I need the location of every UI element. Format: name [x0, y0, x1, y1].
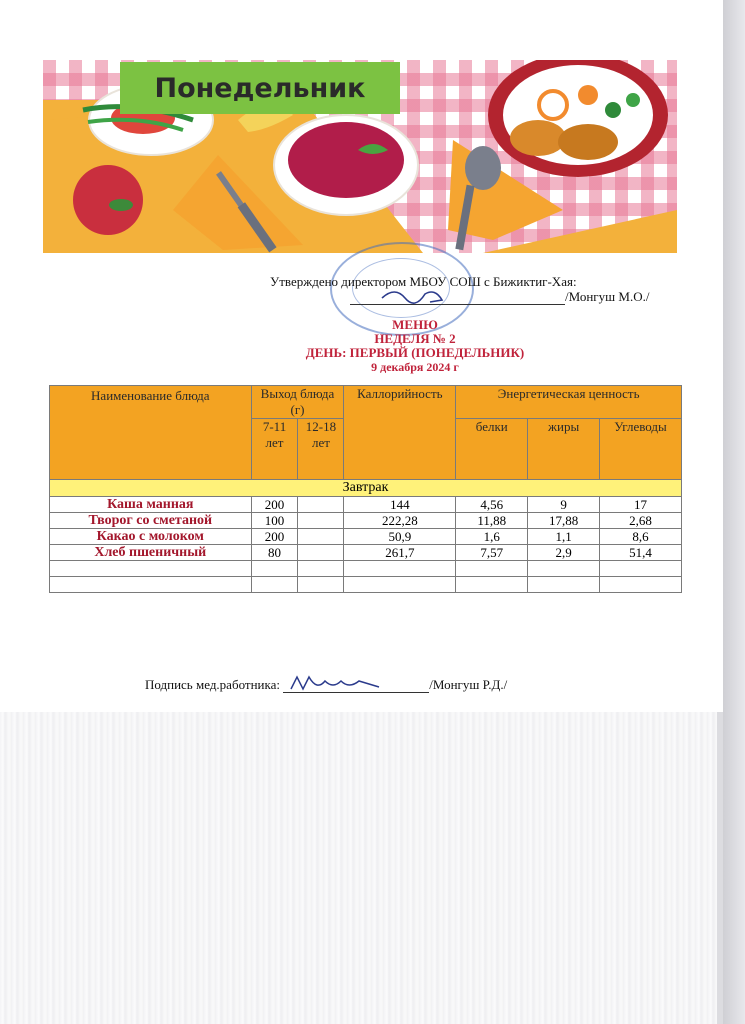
- yield-7-11: 200: [251, 529, 298, 545]
- section-row: [50, 480, 682, 497]
- empty-cell: [298, 577, 344, 593]
- header-age-7-11: 7-11 лет: [251, 419, 298, 480]
- protein: 11,88: [456, 513, 528, 529]
- empty-row: [50, 577, 682, 593]
- yield-7-11: 100: [251, 513, 298, 529]
- menu-heading: МЕНЮ: [392, 317, 438, 332]
- carbs: 17: [600, 497, 682, 513]
- director-signature-line: [350, 289, 649, 305]
- calories: 222,28: [344, 513, 456, 529]
- yield-12-18: [298, 545, 344, 561]
- medical-worker-name: /Монгуш Р.Д./: [429, 677, 508, 692]
- header-energy: Энергетическая ценность: [456, 386, 682, 419]
- protein: 4,56: [456, 497, 528, 513]
- empty-cell: [50, 577, 252, 593]
- carbs: 51,4: [600, 545, 682, 561]
- empty-cell: [344, 561, 456, 577]
- calories: 261,7: [344, 545, 456, 561]
- empty-cell: [50, 561, 252, 577]
- fat: 9: [528, 497, 600, 513]
- menu-rows: [50, 497, 682, 593]
- scan-edge: [723, 0, 745, 1024]
- dish-name: Хлеб пшеничный: [50, 545, 252, 561]
- empty-cell: [528, 577, 600, 593]
- empty-cell: [298, 561, 344, 577]
- header-calories-label: Каллорийность: [357, 386, 443, 401]
- table-row: [50, 545, 682, 561]
- table-row: [50, 513, 682, 529]
- day-title-plate: [120, 62, 400, 114]
- director-signature: [350, 292, 565, 305]
- medical-signature-line: [145, 677, 507, 693]
- dish-name: Творог со сметаной: [50, 513, 252, 529]
- header-dish: Наименование блюда: [50, 386, 252, 480]
- protein: 1,6: [456, 529, 528, 545]
- yield-7-11: 80: [251, 545, 298, 561]
- yield-12-18: [298, 513, 344, 529]
- yield-12-18: [298, 497, 344, 513]
- carbs: 8,6: [600, 529, 682, 545]
- table-row: [50, 529, 682, 545]
- menu-banner: [43, 60, 677, 253]
- empty-cell: [251, 577, 298, 593]
- section-breakfast: Завтрак: [50, 480, 682, 497]
- fat: 2,9: [528, 545, 600, 561]
- table-row: [50, 497, 682, 513]
- empty-cell: [600, 577, 682, 593]
- empty-cell: [528, 561, 600, 577]
- empty-cell: [600, 561, 682, 577]
- calories: 50,9: [344, 529, 456, 545]
- week-heading: НЕДЕЛЯ № 2: [374, 331, 456, 346]
- empty-cell: [251, 561, 298, 577]
- date-heading: 9 декабря 2024 г: [371, 360, 459, 374]
- yield-12-18: [298, 529, 344, 545]
- header-fat: жиры: [528, 419, 600, 480]
- empty-cell: [456, 561, 528, 577]
- header-age-12-18: 12-18 лет: [298, 419, 344, 480]
- empty-row: [50, 561, 682, 577]
- table-header-row: [50, 386, 682, 419]
- protein: 7,57: [456, 545, 528, 561]
- calories: 144: [344, 497, 456, 513]
- yield-7-11: 200: [251, 497, 298, 513]
- dish-name: Какао с молоком: [50, 529, 252, 545]
- header-yield: Выход блюда (г): [251, 386, 344, 419]
- director-name: /Монгуш М.О./: [565, 289, 650, 304]
- header-protein: белки: [456, 419, 528, 480]
- empty-cell: [344, 577, 456, 593]
- fat: 1,1: [528, 529, 600, 545]
- day-heading: ДЕНЬ: ПЕРВЫЙ (ПОНЕДЕЛЬНИК): [305, 345, 525, 360]
- menu-table: [49, 385, 682, 593]
- empty-cell: [456, 577, 528, 593]
- scan-background: [0, 712, 745, 1024]
- carbs: 2,68: [600, 513, 682, 529]
- fat: 17,88: [528, 513, 600, 529]
- day-title: Понедельник: [154, 72, 366, 104]
- director-signature-scribble: [380, 284, 450, 306]
- approval-line: Утверждено директором МБОУ СОШ с Бижиктиг-Хая:: [270, 274, 577, 289]
- header-carbs: Углеводы: [600, 419, 682, 480]
- medical-signature: [283, 679, 429, 693]
- header-calories: [344, 386, 456, 480]
- medical-signature-scribble: [289, 673, 389, 695]
- dish-name: Каша манная: [50, 497, 252, 513]
- medical-signature-label: Подпись мед.работника:: [145, 677, 280, 692]
